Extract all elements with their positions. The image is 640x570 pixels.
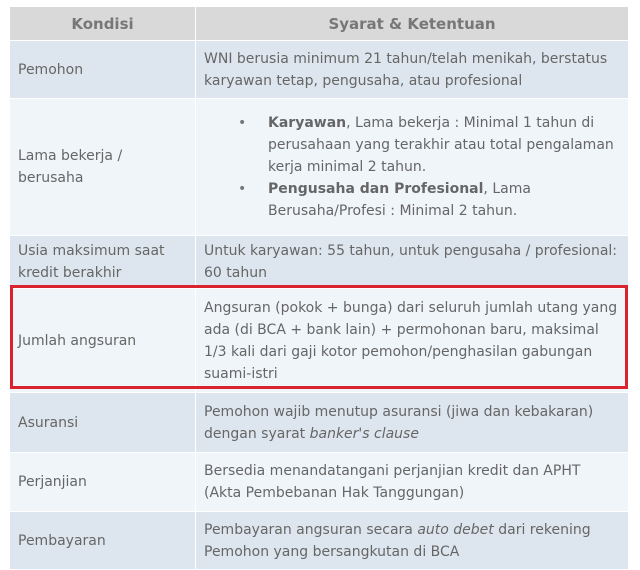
row-label: Pembayaran (10, 512, 196, 569)
bullet-bold: Pengusaha dan Profesional (268, 181, 484, 197)
header-syarat: Syarat & Ketentuan (328, 14, 496, 33)
bullet-list (204, 112, 620, 222)
value-text: dari rekening Pemohon yang bersangkutan di BCA (204, 521, 591, 560)
row-value (196, 99, 628, 235)
value-italic: banker's clause (309, 425, 419, 442)
table-header (10, 7, 628, 41)
header-kondisi: Kondisi (10, 7, 196, 40)
row-label: Usia maksimum saat kredit berakhir (10, 236, 196, 288)
row-value (196, 512, 628, 569)
row-label: Lama bekerja / berusaha (10, 99, 196, 235)
row-value: Bersedia menandatangani perjanjian kredit dan APHT (Akta Pembebanan Hak Tanggungan) (204, 463, 581, 501)
list-item (268, 178, 620, 222)
table-row-highlighted (10, 289, 628, 393)
bullet-text: , Lama Berusaha/Profesi : Minimal 2 tahun. (268, 181, 531, 219)
bullet-bold: Karyawan (268, 115, 347, 131)
row-label: Jumlah angsuran (10, 289, 196, 392)
row-label: Pemohon (10, 41, 196, 98)
list-item (268, 112, 620, 178)
row-value: Angsuran (pokok + bunga) dari seluruh jumlah utang yang ada (di BCA + bank lain) + permohonan baru, maksimal 1/3 kali dari gaji kotor pemohon/penghasilan gabungan suami-istri (204, 299, 618, 382)
value-italic: auto debet (417, 521, 494, 538)
table-row (10, 512, 628, 570)
value-text: Pembayaran angsuran secara (204, 521, 418, 538)
bullet-text: , Lama bekerja : Minimal 1 tahun di perusahaan yang terakhir atau total pengalaman kerja minimal 2 tahun. (268, 115, 614, 175)
row-value: WNI berusia minimum 21 tahun/telah menikah, berstatus karyawan tetap, pengusaha, atau profesional (204, 50, 608, 89)
requirements-table (10, 7, 628, 570)
value-text: Pemohon wajib menutup asuransi (jiwa dan kebakaran) dengan syarat (204, 403, 594, 442)
row-label: Asuransi (10, 393, 196, 452)
table-row (10, 453, 628, 512)
table-row (10, 99, 628, 236)
table-row (10, 393, 628, 453)
table-row (10, 236, 628, 289)
table-row (10, 41, 628, 99)
row-value: Untuk karyawan: 55 tahun, untuk pengusaha / profesional: 60 tahun (204, 243, 618, 281)
row-value (196, 393, 628, 452)
row-label: Perjanjian (10, 453, 196, 511)
